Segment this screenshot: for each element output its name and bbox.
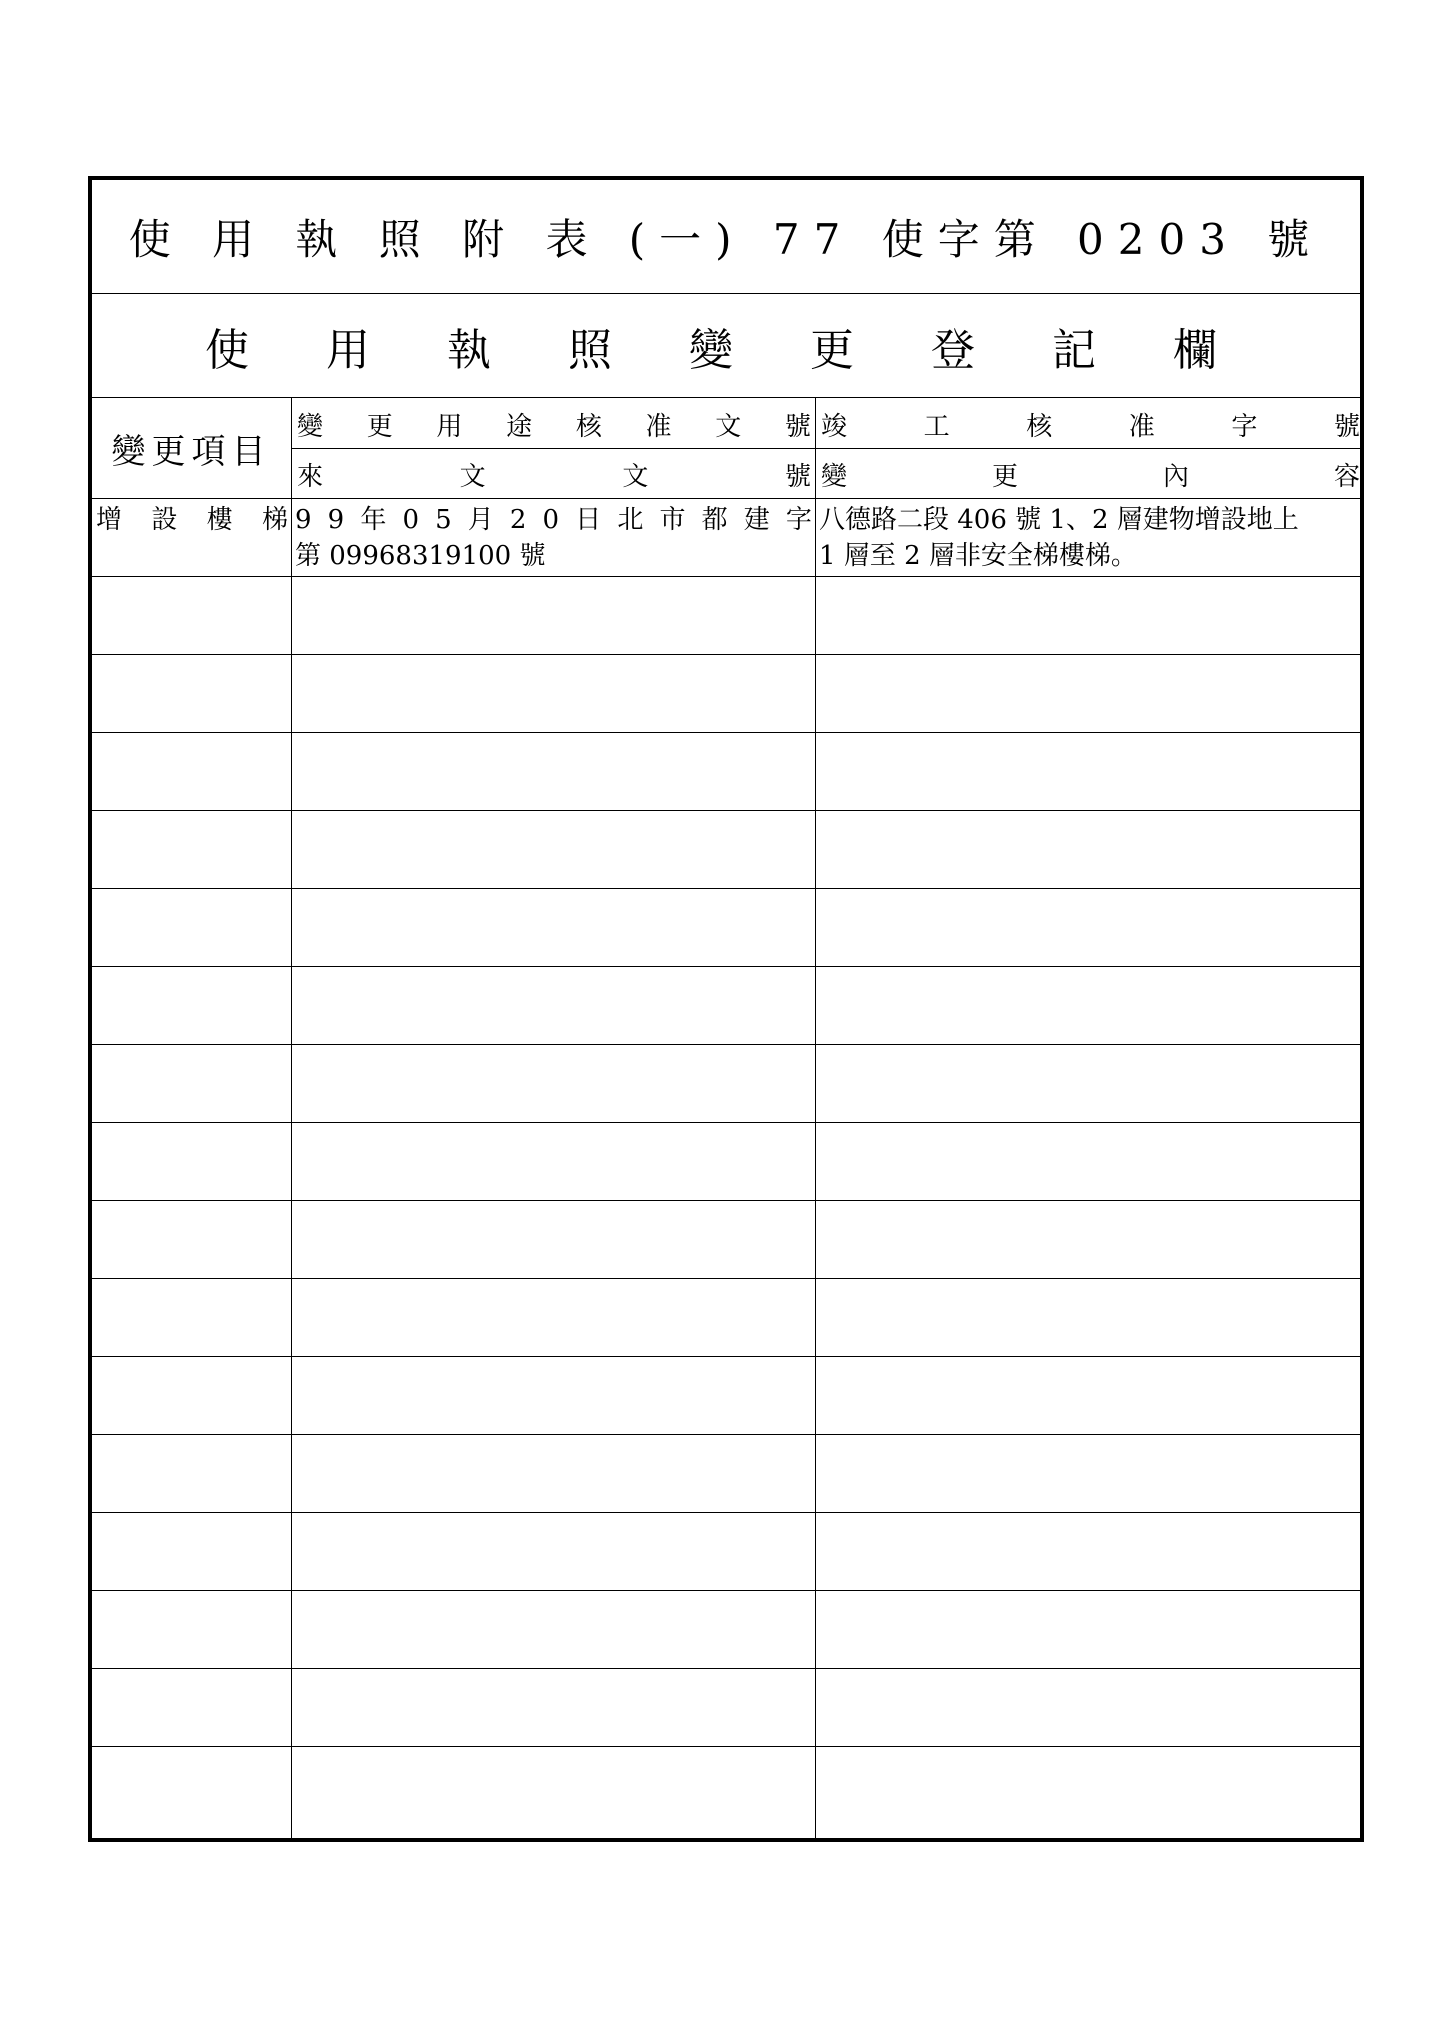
header-divider (291, 448, 1364, 449)
usage-permit-form (88, 176, 1364, 1842)
row-divider (92, 1044, 1364, 1045)
row-divider (92, 576, 1364, 577)
row-change-item: 增 設 樓 梯 (96, 505, 288, 535)
header-incoming-doc-number: 來 文 文 號 (297, 461, 811, 492)
form-title: 使 用 執 照 附 表 (一) 77 使字第 0203 號 (128, 214, 1324, 264)
row-divider (92, 1590, 1364, 1591)
row-divider (92, 1434, 1364, 1435)
header-change-item: 變更項目 (111, 431, 272, 472)
section-title-char: 使 (205, 324, 249, 376)
row-divider (92, 1512, 1364, 1513)
row-divider (92, 1746, 1364, 1747)
section-title-char: 登 (931, 324, 975, 376)
row-divider (92, 888, 1364, 889)
form-title-row (92, 180, 1360, 294)
row-divider (92, 1278, 1364, 1279)
row-doc-number-line1: 9 9 年 0 5 月 2 0 日 北 市 都 建 字 (295, 505, 812, 535)
section-title-char: 用 (326, 324, 370, 376)
row-divider (92, 732, 1364, 733)
section-title-char: 更 (810, 324, 854, 376)
header-change-content: 變 更 內 容 (821, 461, 1360, 492)
section-title-char: 執 (447, 324, 491, 376)
row-divider (92, 966, 1364, 967)
row-divider (92, 1122, 1364, 1123)
header-bottom-line (92, 498, 1364, 499)
column-divider (815, 398, 816, 1842)
section-title-char: 照 (568, 324, 612, 376)
section-title-row (92, 294, 1360, 398)
header-completion-approval-number: 竣 工 核 准 字 號 (821, 411, 1360, 442)
row-divider (92, 654, 1364, 655)
row-doc-number-line2: 第 09968319100 號 (295, 541, 546, 571)
row-change-content-line1: 八德路二段 406 號 1、2 層建物增設地上 (819, 505, 1299, 535)
section-title-char: 欄 (1173, 324, 1217, 376)
row-change-content-line2: 1 層至 2 層非安全梯樓梯。 (819, 541, 1137, 571)
column-divider (291, 398, 292, 1842)
header-approval-doc-number: 變 更 用 途 核 准 文 號 (297, 411, 811, 442)
section-title-char: 記 (1052, 324, 1096, 376)
section-title-char: 變 (689, 324, 733, 376)
row-divider (92, 1668, 1364, 1669)
row-divider (92, 1356, 1364, 1357)
row-divider (92, 1200, 1364, 1201)
row-divider (92, 810, 1364, 811)
